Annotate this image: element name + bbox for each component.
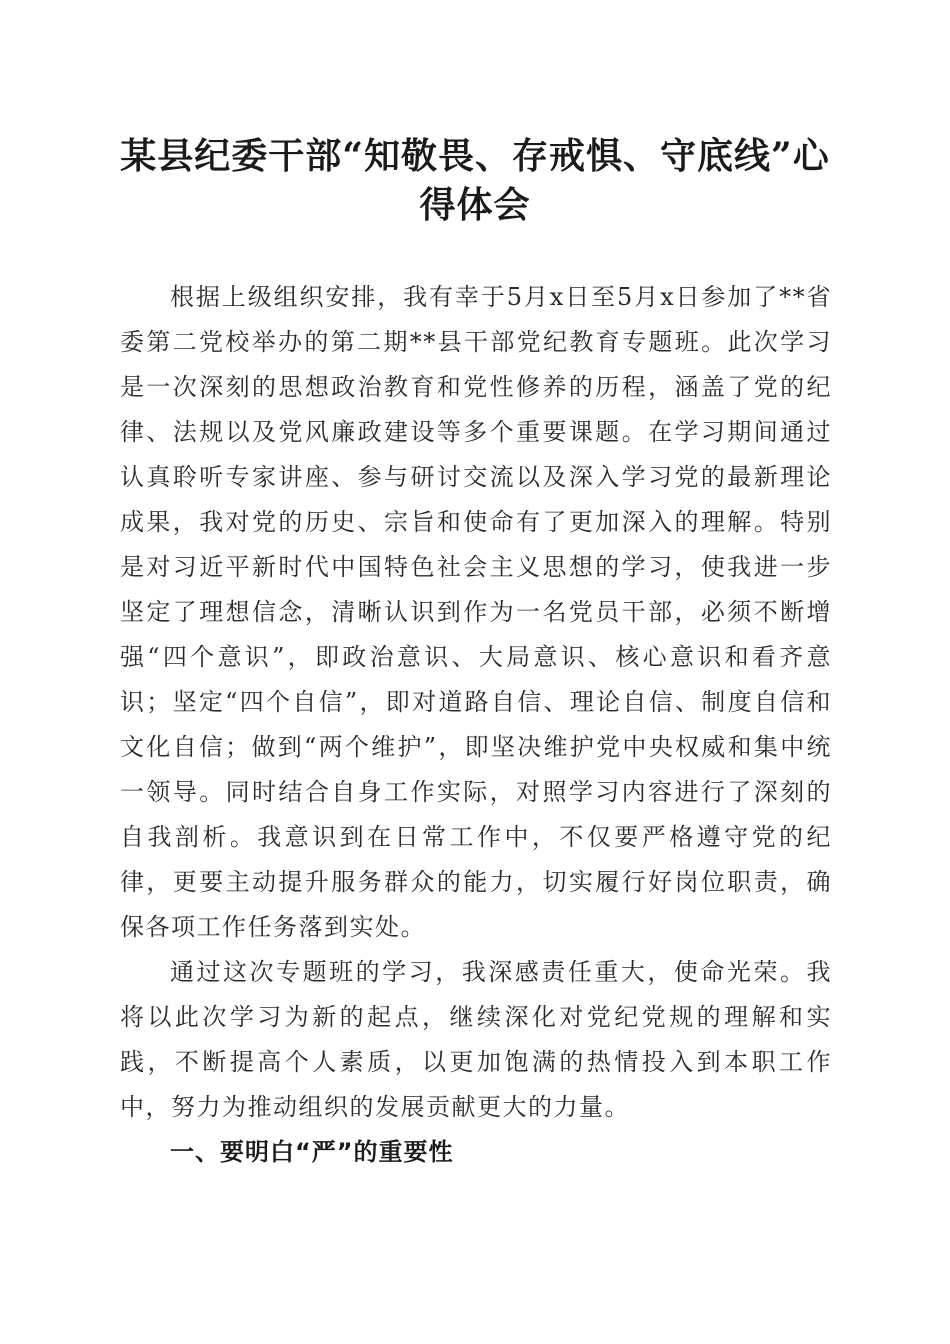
title-line-2: 得体会 [419,184,531,226]
document-body [120,275,832,1175]
section-heading-1: 一、要明白“严”的重要性 [170,1138,454,1166]
title-line-1: 某县纪委干部“知敬畏、存戒惧、守底线”心 [120,135,830,177]
page-title [110,132,840,230]
paragraph-1: 根据上级组织安排，我有幸于5月x日至5月x日参加了**省委第二党校举办的第二期**县干部党纪教育专题班。此次学习是一次深刻的思想政治教育和党性修养的历程，涵盖了党的纪律、法规以及党风廉政建设等多个重要课题。在学习期间通过认真聆听专家讲座、参与研讨交流以及深入学习党的最新理论成果，我对党的历史、宗旨和使命有了更加深入的理解。特别是对习近平新时代中国特色社会主义思想的学习，使我进一步坚定了理想信念，清晰认识到作为一名党员干部，必须不断增强“四个意识”，即政治意识、大局意识、核心意识和看齐意识；坚定“四个自信”，即对道路自信、理论自信、制度自信和文化自信；做到“两个维护”，即坚决维护党中央权威和集中统一领导。同时结合自身工作实际，对照学习内容进行了深刻的自我剖析。我意识到在日常工作中，不仅要严格遵守党的纪律，更要主动提升服务群众的能力，切实履行好岗位职责，确保各项工作任务落到实处。 [120,283,832,941]
paragraph-2: 通过这次专题班的学习，我深感责任重大，使命光荣。我将以此次学习为新的起点，继续深化对党纪党规的理解和实践，不断提高个人素质，以更加饱满的热情投入到本职工作中，努力为推动组织的发展贡献更大的力量。 [120,958,832,1121]
